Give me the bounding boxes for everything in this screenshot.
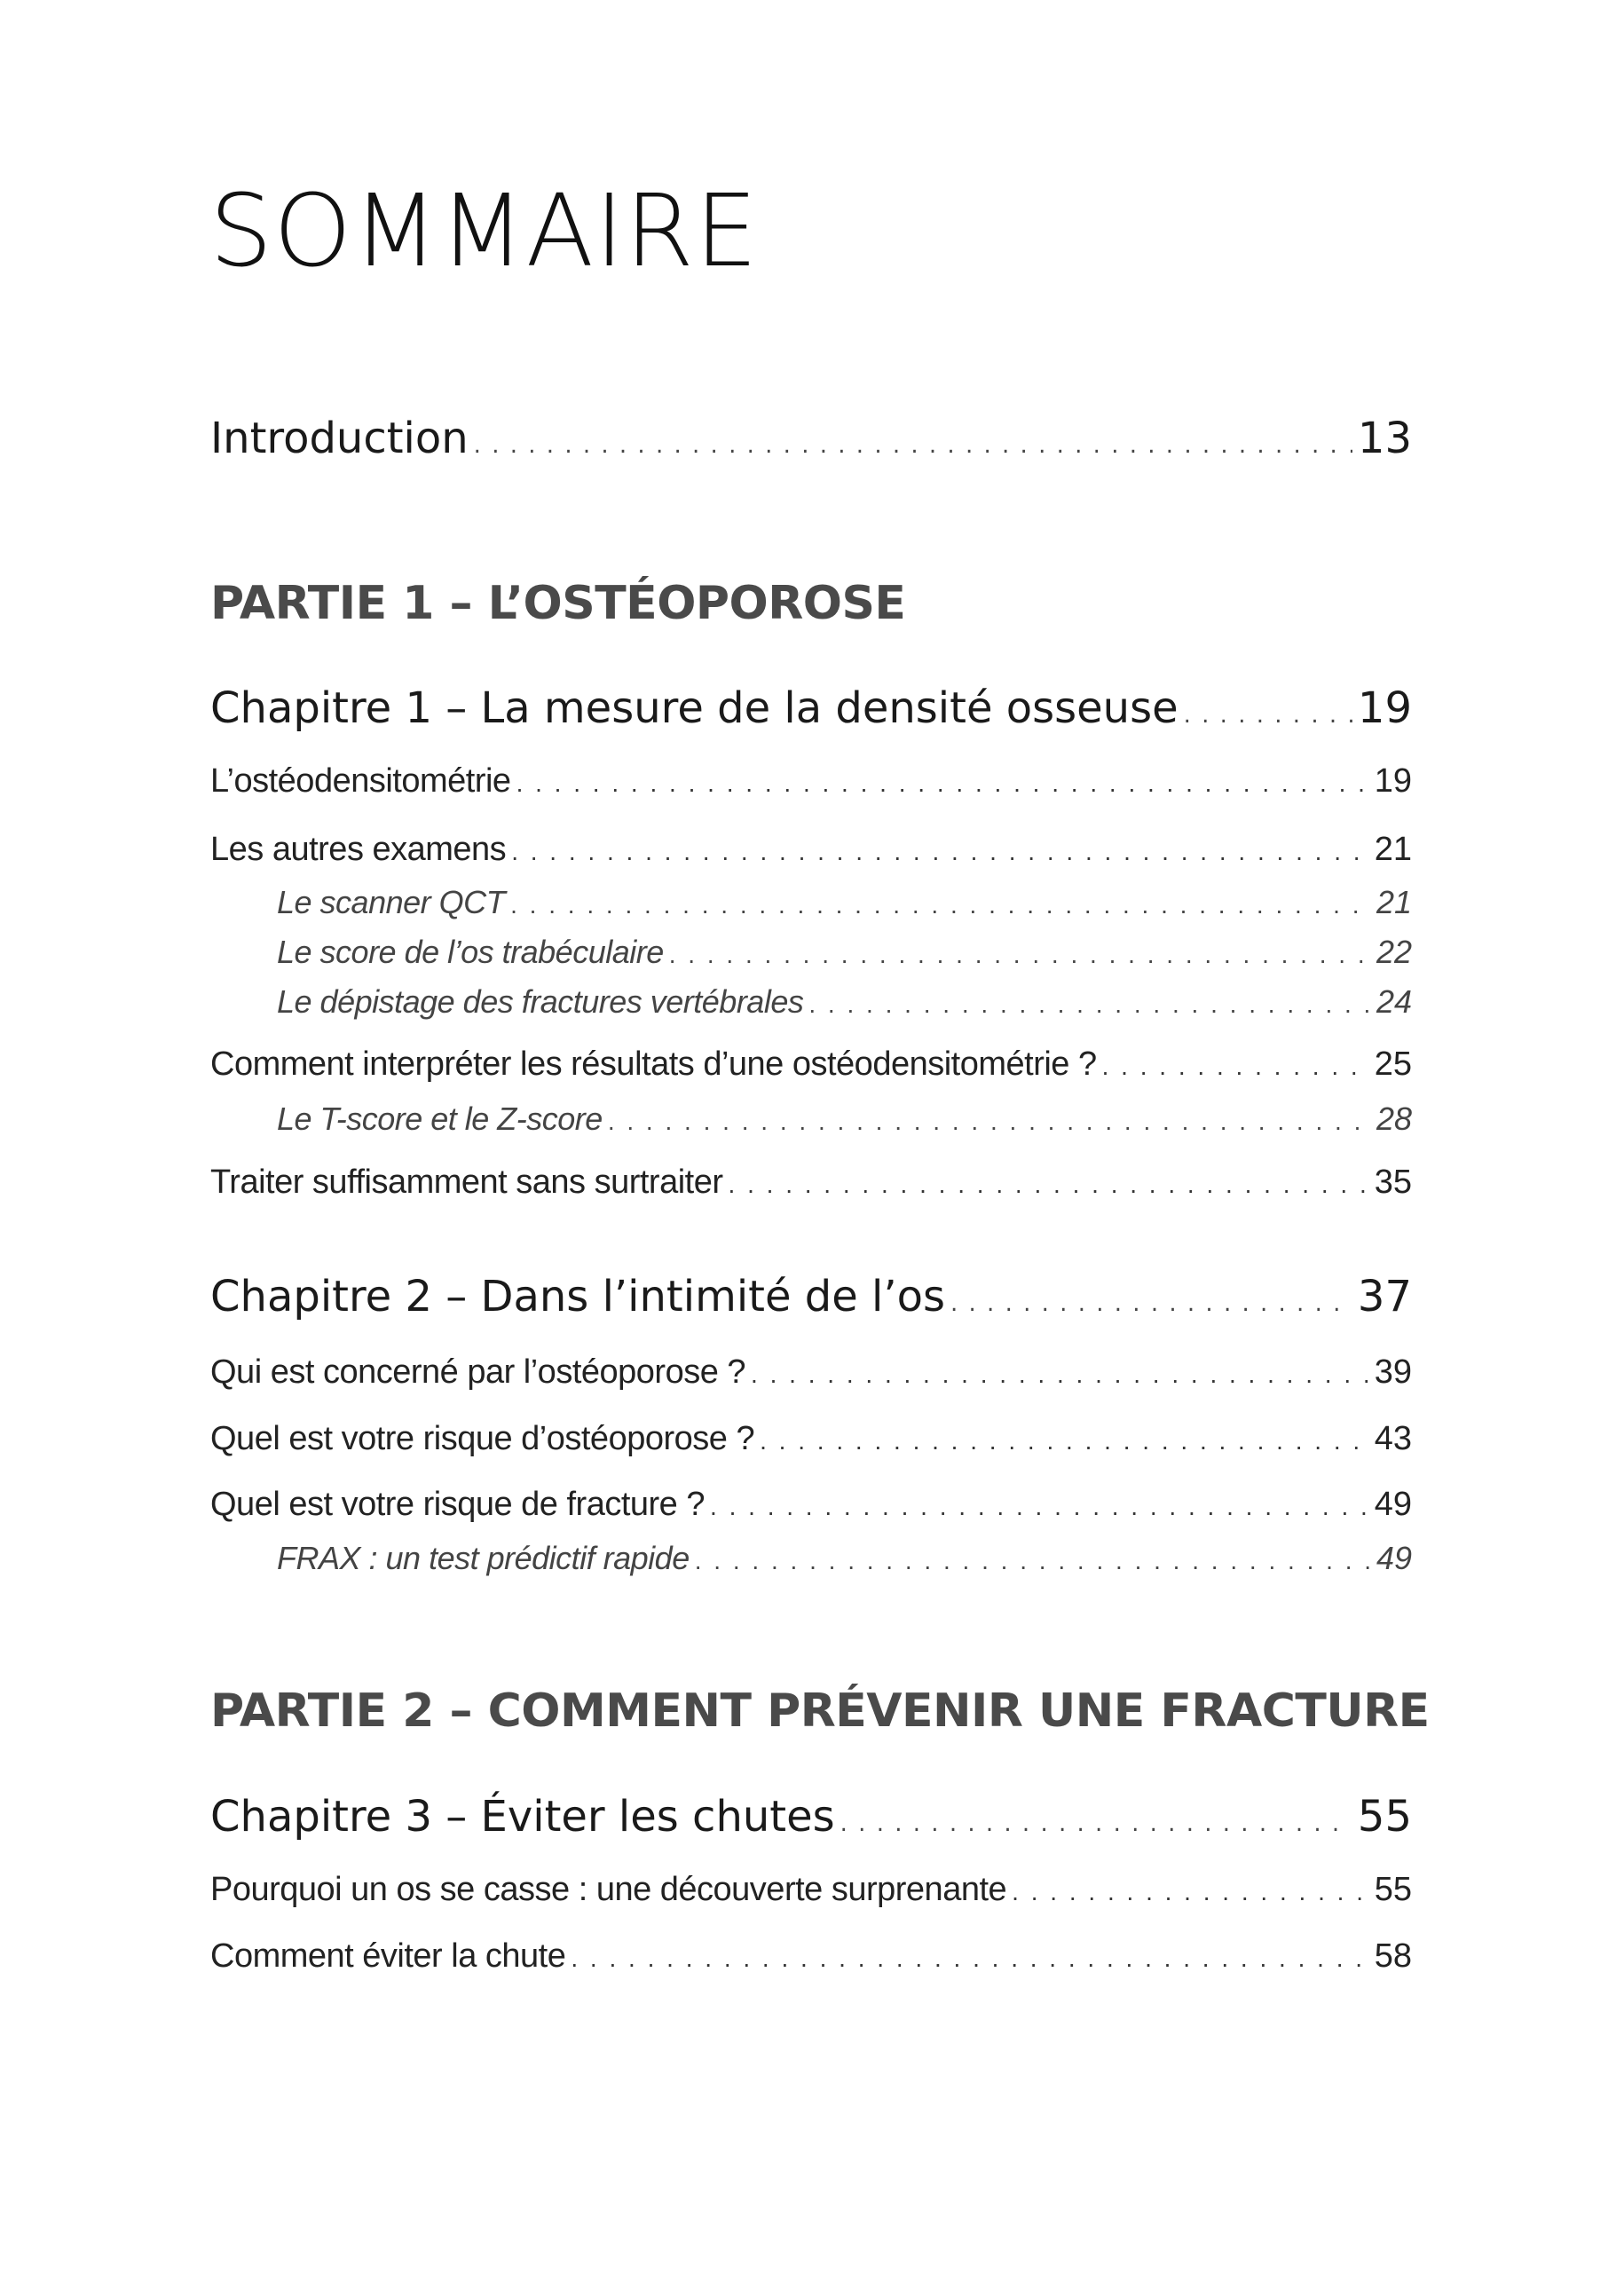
subsection-label: Le scanner QCT	[277, 884, 506, 920]
section-page-number: 49	[1374, 1486, 1412, 1523]
toc-section-entry[interactable]	[210, 831, 1412, 869]
subsection-label: FRAX : un test prédictif rapide	[277, 1540, 690, 1576]
section-page-number: 39	[1374, 1353, 1412, 1391]
toc-section-entry[interactable]	[210, 1045, 1412, 1084]
section-page-number: 43	[1374, 1420, 1412, 1457]
toc-chapter-entry[interactable]	[210, 1792, 1412, 1842]
page-title: SOMMAIRE	[209, 174, 759, 289]
toc-entry-introduction[interactable]	[210, 414, 1412, 463]
toc-section-entry[interactable]	[210, 1937, 1412, 1976]
toc-subsection-entry[interactable]	[277, 983, 1412, 1021]
dot-leader	[1012, 1878, 1369, 1906]
chapter-page-number: 37	[1357, 1272, 1412, 1321]
section-label: Quel est votre risque de fracture ?	[210, 1486, 706, 1523]
subsection-page-number: 22	[1376, 934, 1412, 970]
chapter-label: Chapitre 2 – Dans l’intimité de l’os	[210, 1272, 945, 1321]
section-page-number: 21	[1374, 831, 1412, 868]
subsection-page-number: 28	[1376, 1100, 1412, 1137]
dot-leader	[729, 1171, 1369, 1199]
section-label: Quel est votre risque d’ostéoporose ?	[210, 1420, 755, 1457]
section-label: Traiter suffisamment sans surtraiter	[210, 1164, 723, 1201]
section-label: L’ostéodensitométrie	[210, 762, 511, 800]
chapter-page-number: 55	[1357, 1792, 1412, 1842]
dot-leader	[710, 1493, 1369, 1521]
toc-subsection-entry[interactable]	[277, 1540, 1412, 1577]
toc-section-entry[interactable]	[210, 762, 1412, 801]
section-page-number: 35	[1374, 1164, 1412, 1201]
dot-leader	[751, 1361, 1369, 1389]
toc-section-entry[interactable]	[210, 1164, 1412, 1202]
toc-section-entry[interactable]	[210, 1353, 1412, 1392]
section-label: Pourquoi un os se casse : une découverte surprenante	[210, 1871, 1007, 1908]
part-heading: PARTIE 2 – COMMENT PRÉVENIR UNE FRACTURE	[210, 1684, 1430, 1738]
toc-section-entry[interactable]	[210, 1486, 1412, 1524]
dot-leader	[669, 941, 1371, 969]
toc-subsection-entry[interactable]	[277, 884, 1412, 921]
subsection-label: Le score de l’os trabéculaire	[277, 934, 664, 970]
dot-leader	[511, 838, 1369, 866]
section-page-number: 55	[1374, 1871, 1412, 1908]
dot-leader	[760, 1427, 1369, 1456]
dot-leader	[516, 769, 1369, 798]
subsection-label: Le dépistage des fractures vertébrales	[277, 983, 804, 1020]
dot-leader	[510, 891, 1371, 919]
dot-leader	[474, 432, 1352, 459]
dot-leader	[840, 1810, 1352, 1837]
toc-chapter-entry[interactable]	[210, 683, 1412, 733]
section-page-number: 19	[1374, 762, 1412, 800]
toc-subsection-entry[interactable]	[277, 1100, 1412, 1138]
section-label: Les autres examens	[210, 831, 507, 868]
entry-label: Introduction	[210, 414, 469, 463]
dot-leader	[808, 990, 1371, 1019]
dot-leader	[1102, 1053, 1369, 1081]
chapter-label: Chapitre 3 – Éviter les chutes	[210, 1792, 835, 1842]
section-page-number: 58	[1374, 1937, 1412, 1975]
dot-leader	[1184, 702, 1352, 729]
subsection-page-number: 49	[1376, 1540, 1412, 1576]
chapter-page-number: 19	[1357, 683, 1412, 733]
subsection-page-number: 24	[1376, 983, 1412, 1020]
section-label: Comment interpréter les résultats d’une ostéodensitométrie ?	[210, 1045, 1097, 1083]
dot-leader	[950, 1290, 1352, 1317]
dot-leader	[608, 1108, 1371, 1136]
subsection-page-number: 21	[1376, 884, 1412, 920]
toc-section-entry[interactable]	[210, 1871, 1412, 1909]
subsection-label: Le T-score et le Z-score	[277, 1100, 603, 1137]
dot-leader	[695, 1547, 1371, 1575]
dot-leader	[571, 1945, 1368, 1973]
toc-section-entry[interactable]	[210, 1420, 1412, 1458]
part-heading: PARTIE 1 – L’OSTÉOPOROSE	[210, 577, 906, 630]
chapter-label: Chapitre 1 – La mesure de la densité osseuse	[210, 683, 1179, 733]
section-label: Comment éviter la chute	[210, 1937, 566, 1975]
toc-chapter-entry[interactable]	[210, 1272, 1412, 1321]
entry-page-number: 13	[1357, 414, 1412, 463]
toc-subsection-entry[interactable]	[277, 934, 1412, 971]
section-label: Qui est concerné par l’ostéoporose ?	[210, 1353, 746, 1391]
section-page-number: 25	[1374, 1045, 1412, 1083]
